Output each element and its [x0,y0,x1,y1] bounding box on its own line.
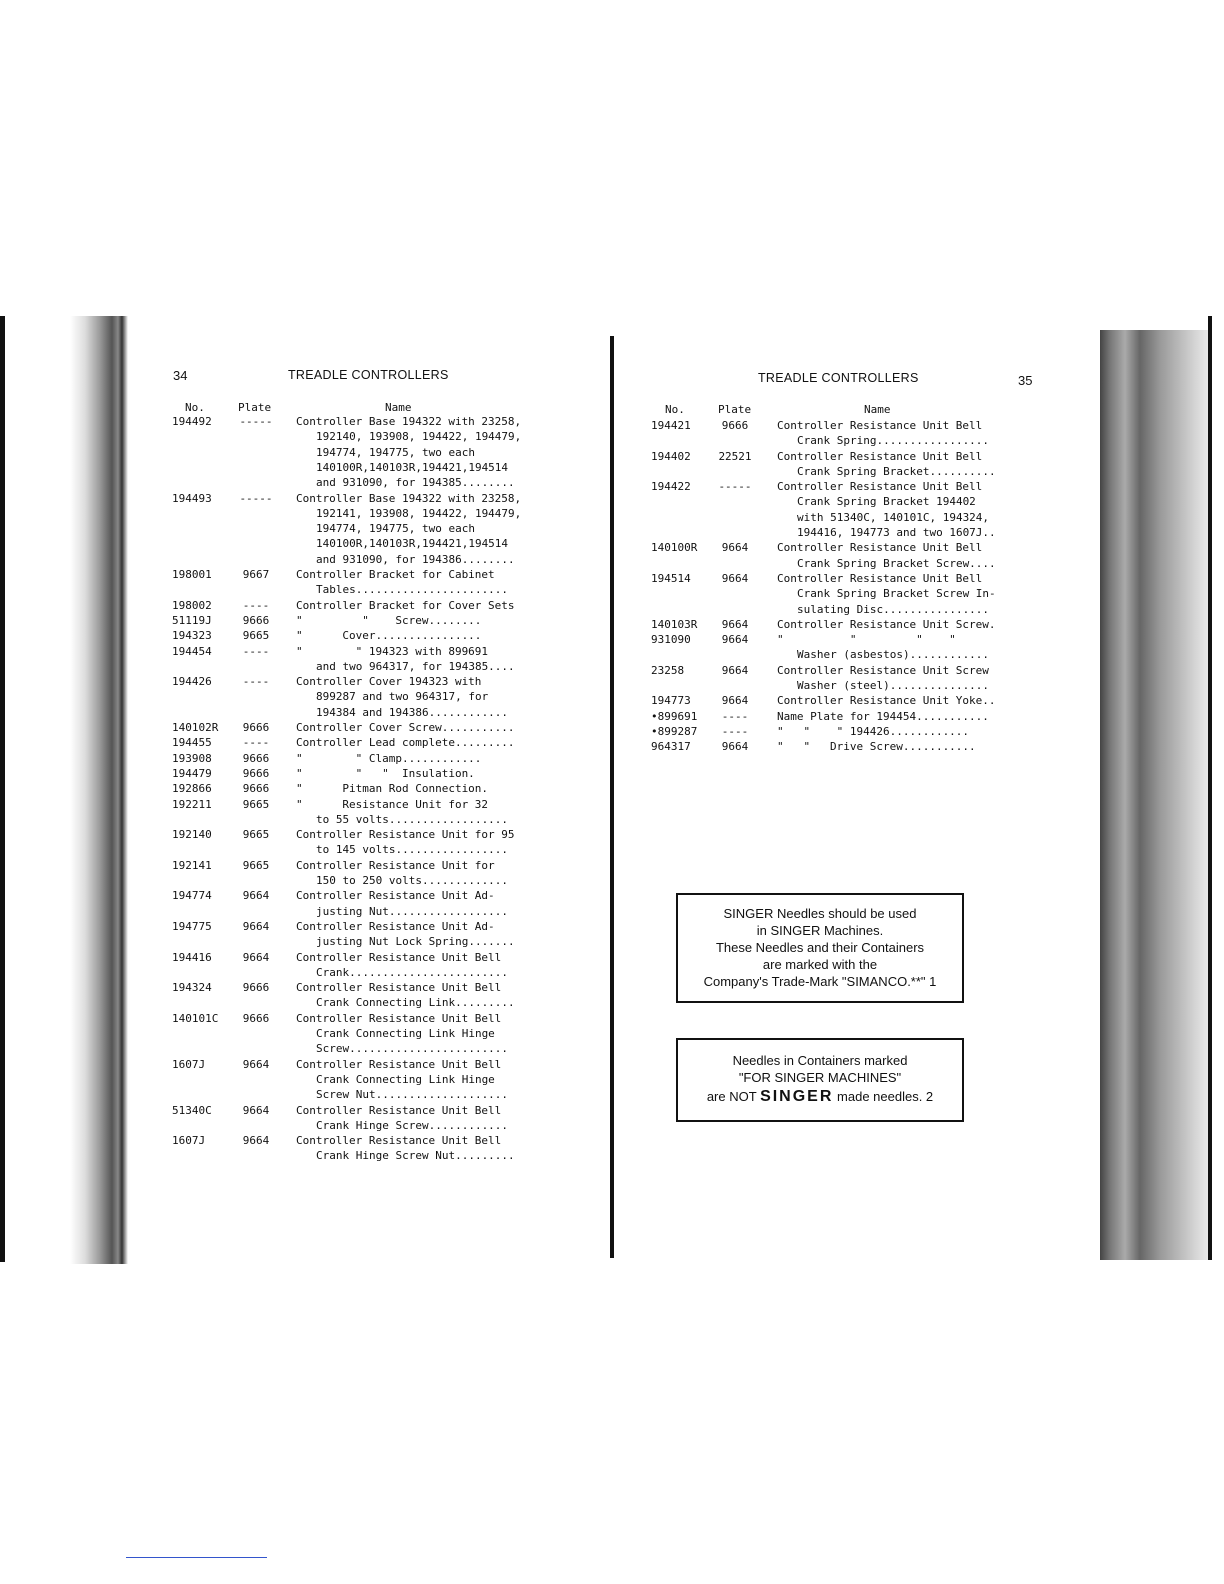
needles-notice-box [676,893,964,1003]
part-name-line: Controller Resistance Unit Bell [296,1011,502,1025]
plate-number: 9664 [242,1134,270,1148]
part-number: 192211 [172,797,212,811]
part-number: 193908 [172,751,212,765]
part-name-line: Crank Hinge Screw............ [316,1118,509,1132]
left-edge-bar [0,316,5,1262]
plate-number: 9664 [242,1057,270,1071]
part-name-line: Washer (steel)............... [797,679,990,693]
part-name-line: " " Clamp............ [296,751,482,765]
plate-number: 9664 [721,740,749,754]
part-number: 192140 [172,828,212,842]
plate-number: ----- [239,415,273,428]
part-name-line: Controller Resistance Unit Bell [296,950,502,964]
part-name-line: with 51340C, 140101C, 194324, [797,510,990,524]
plate-number: 9665 [242,797,270,811]
part-number: 192866 [172,782,212,796]
part-name-line: Screw........................ [316,1042,509,1056]
plate-number: ---- [242,675,270,689]
part-name-line: Controller Resistance Unit Bell [777,449,983,463]
part-number: 194402 [651,449,691,463]
part-name-line: Washer (asbestos)............ [797,648,990,662]
notice-line: Needles in Containers marked [732,1053,908,1068]
plate-number: 9666 [242,981,270,995]
part-name-line: and two 964317, for 194385.... [316,659,515,673]
part-name-line: 140100R,140103R,194421,194514 [316,460,509,474]
plate-number: ---- [242,736,270,750]
notice-line: Company's Trade-Mark "SIMANCO.**" 1 [703,974,937,989]
part-name-line: Controller Cover 194323 with [296,675,482,689]
part-name-line: " " 194323 with 899691 [296,644,489,658]
part-number: 140102R [172,721,219,734]
part-name-line: " Cover................ [296,629,482,643]
plate-number: 9664 [721,694,749,708]
plate-number: ----- [718,480,752,494]
part-name-line: 194774, 194775, two each [316,522,475,536]
part-name-line: Controller Base 194322 with 23258, [296,415,522,428]
part-number: 51340C [172,1103,212,1117]
plate-number: 9665 [242,828,270,842]
part-name-line: Crank Spring Bracket Screw.... [797,556,996,570]
right-col-name: Name [864,403,891,416]
notice-line: are marked with the [762,957,878,972]
containers-notice-box [676,1038,964,1122]
plate-number: 9664 [721,541,749,555]
part-name-line: 194384 and 194386............ [316,705,509,719]
part-name-line: and 931090, for 194385........ [316,476,515,490]
part-name-line: Controller Resistance Unit Bell [296,1103,502,1117]
part-number: 194426 [172,675,212,689]
right-page-number: 35 [1018,373,1033,388]
part-name-line: Crank Spring Bracket.......... [797,464,996,478]
part-name-line: Controller Cover Screw........... [296,721,515,734]
part-number: 931090 [651,633,691,647]
part-name-line: " Resistance Unit for 32 [296,797,489,811]
part-name-line: to 145 volts................. [316,843,509,857]
plate-number: 9666 [242,1011,270,1025]
notice-line: in SINGER Machines. [756,923,884,938]
plate-number: 9666 [242,751,270,765]
part-name-line: " Pitman Rod Connection. [296,782,489,796]
notice-text: made needles. 2 [837,1089,934,1104]
plate-number: 9664 [721,663,749,677]
part-number: 194493 [172,491,212,505]
plate-number: 9666 [721,419,749,432]
right-col-no: No. [665,403,685,416]
plate-number: 9664 [721,617,749,631]
plate-number: ---- [721,709,749,723]
plate-number: 22521 [718,449,752,463]
part-number: 194514 [651,572,691,585]
part-name-line: Crank Connecting Link......... [316,996,515,1010]
notice-text: are NOT [706,1089,757,1104]
bottom-rule [126,1557,267,1558]
plate-number: 9666 [242,782,270,796]
part-name-line: Tables....................... [316,583,509,597]
part-name-line: 140100R,140103R,194421,194514 [316,537,509,551]
part-name-line: Controller Resistance Unit Bell [777,572,983,585]
plate-number: 9664 [242,1103,270,1117]
notice-line: "FOR SINGER MACHINES" [738,1070,902,1085]
part-number: 140103R [651,617,698,631]
part-name-line: Controller Resistance Unit Bell [296,1057,502,1071]
part-number: 140100R [651,541,698,555]
part-name-line: justing Nut.................. [316,904,509,918]
part-name-line: Name Plate for 194454........... [777,709,989,723]
notice-line: SINGER Needles should be used [723,906,917,921]
part-name-line: Controller Bracket for Cabinet [296,568,495,581]
part-number: 23258 [651,663,685,677]
left-col-plate: Plate [238,401,272,414]
plate-number: 9667 [242,568,270,581]
part-name-line: Crank........................ [316,965,509,979]
part-number: 194775 [172,919,212,933]
part-number: 194324 [172,981,212,995]
part-number: 194492 [172,415,212,428]
plate-number: 9666 [242,766,270,780]
part-name-line: Controller Resistance Unit Ad- [296,919,495,933]
part-name-line: 150 to 250 volts............. [316,873,509,887]
plate-number: 9665 [242,858,270,872]
part-name-line: Controller Resistance Unit Bell [296,1134,502,1148]
part-number: 198001 [172,568,212,581]
part-name-line: Screw Nut.................... [316,1088,509,1102]
right-page-title: TREADLE CONTROLLERS [758,371,919,385]
right-edge-bar [1208,316,1212,1260]
part-name-line: to 55 volts.................. [316,812,509,826]
part-number: 140101C [172,1011,219,1025]
plate-number: 9666 [242,613,270,627]
part-number: 194416 [172,950,212,964]
part-name-line: Crank Hinge Screw Nut......... [316,1149,515,1163]
part-name-line: " " Drive Screw........... [777,740,976,754]
part-name-line: Controller Resistance Unit Screw [777,663,989,677]
part-name-line: 192140, 193908, 194422, 194479, [316,430,522,444]
part-name-line: 194416, 194773 and two 1607J.. [797,526,996,540]
part-number: 194454 [172,644,212,658]
part-name-line: sulating Disc................ [797,602,990,616]
part-name-line: Controller Lead complete......... [296,736,515,750]
part-name-line: justing Nut Lock Spring....... [316,935,515,949]
plate-number: ---- [242,598,270,612]
part-number: 194773 [651,694,691,708]
plate-number: 9664 [242,889,270,903]
plate-number: 9664 [721,633,749,647]
part-number: 194455 [172,736,212,750]
part-number: •899691 [651,709,698,723]
plate-number: 9664 [721,572,749,585]
part-name-line: 192141, 193908, 194422, 194479, [316,506,522,520]
part-name-line: Crank Spring Bracket Screw In- [797,587,996,601]
part-number: 964317 [651,740,691,754]
singer-brand: SINGER [760,1088,834,1105]
part-name-line: Controller Resistance Unit Bell [777,480,983,494]
plate-number: 9665 [242,629,270,643]
part-name-line: " " " Insulation. [296,766,475,780]
part-name-line: Crank Spring................. [797,434,990,448]
part-name-line: " " Screw........ [296,613,482,627]
part-name-line: Controller Resistance Unit Bell [777,419,983,432]
part-number: 1607J [172,1057,206,1071]
left-page-title: TREADLE CONTROLLERS [288,368,449,382]
part-number: 194421 [651,419,691,432]
page-gutter [610,336,614,1258]
part-name-line: Controller Bracket for Cover Sets [296,598,515,612]
plate-number: ---- [721,725,749,738]
part-name-line: 194774, 194775, two each [316,445,475,459]
part-number: 194323 [172,629,212,643]
plate-number: ----- [239,491,273,505]
right-binding-edge [1100,330,1212,1260]
part-name-line: " " " 194426............ [777,725,970,738]
part-name-line: Controller Resistance Unit for 95 [296,828,515,842]
part-number: 198002 [172,598,212,612]
part-number: •899287 [651,725,698,738]
part-name-line: Controller Resistance Unit Bell [296,981,502,995]
part-name-line: and 931090, for 194386........ [316,552,515,566]
part-number: 192141 [172,858,212,872]
right-col-plate: Plate [718,403,752,416]
plate-number: 9664 [242,919,270,933]
part-name-line: Controller Resistance Unit Ad- [296,889,495,903]
plate-number: 9666 [242,721,270,734]
part-name-line: Controller Resistance Unit for [296,858,495,872]
part-name-line: Controller Resistance Unit Bell [777,541,983,555]
part-name-line: Controller Base 194322 with 23258, [296,491,522,505]
left-page-number: 34 [173,368,188,383]
part-number: 194774 [172,889,212,903]
plate-number: 9664 [242,950,270,964]
notice-line: These Needles and their Containers [715,940,925,955]
part-number: 51119J [172,613,212,627]
part-name-line: Crank Connecting Link Hinge [316,1026,495,1040]
part-number: 194422 [651,480,691,494]
part-name-line: Controller Resistance Unit Yoke.. [777,694,996,708]
plate-number: ---- [242,644,270,658]
part-number: 194479 [172,766,212,780]
part-name-line: Controller Resistance Unit Screw. [777,617,996,631]
left-col-no: No. [185,401,205,414]
part-number: 1607J [172,1134,206,1148]
part-name-line: " " " " [777,633,956,647]
part-name-line: 899287 and two 964317, for [316,690,489,704]
part-name-line: Crank Spring Bracket 194402 [797,495,976,509]
part-name-line: Crank Connecting Link Hinge [316,1072,495,1086]
left-binding-edge [0,316,128,1264]
left-col-name: Name [385,401,412,414]
